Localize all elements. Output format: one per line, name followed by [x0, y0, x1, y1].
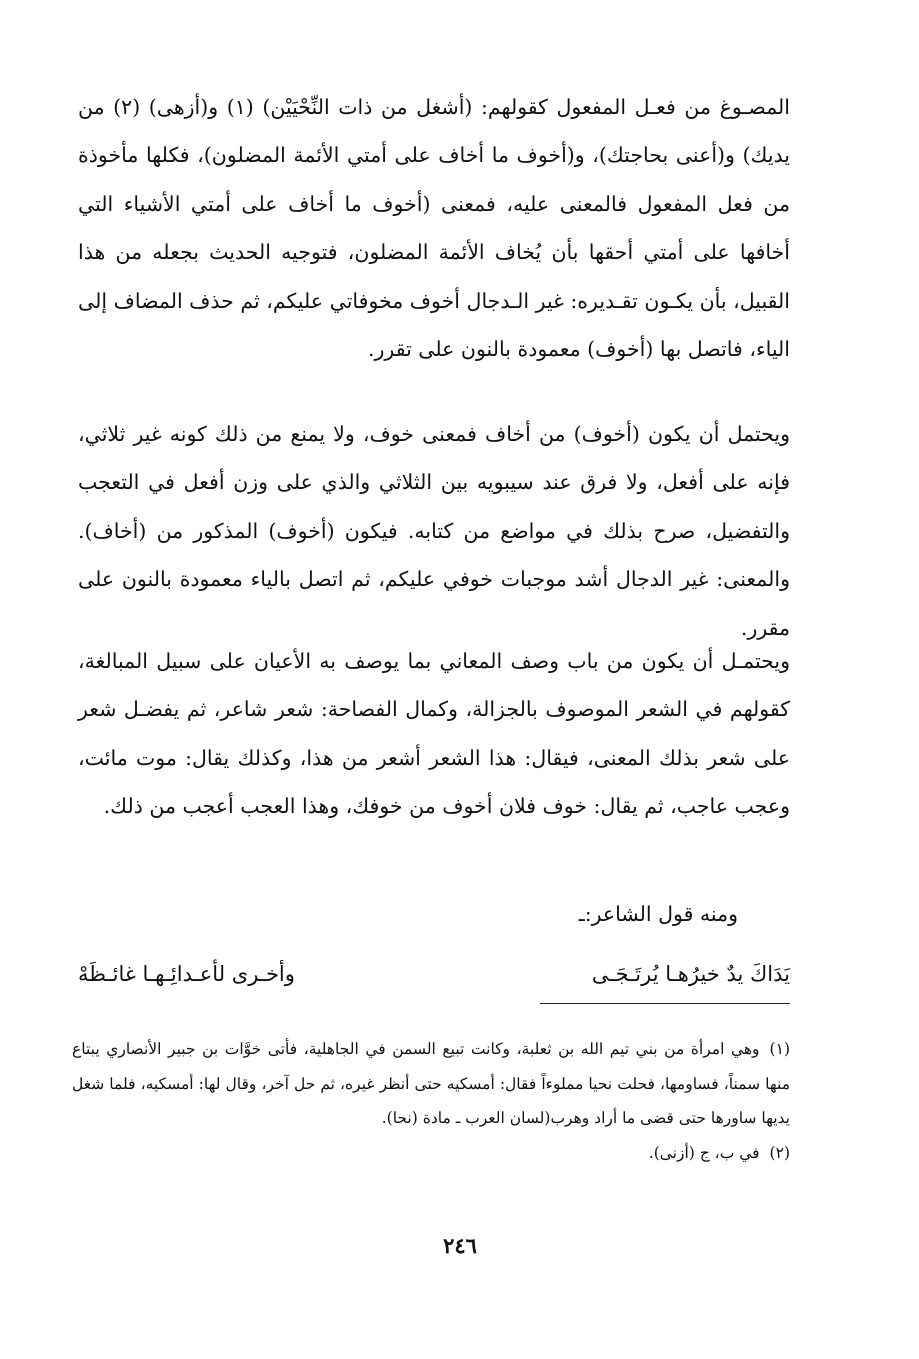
- footnote-number: (١): [769, 1040, 790, 1058]
- page-number: ٢٤٦: [443, 1233, 477, 1258]
- body-paragraph-3: ويحتمـل أن يكون من باب وصف المعاني بما يوصف به الأعيان على سبيل المبالغة، كقولهم في الشعر الموصوف بالجزالة، وكمال الفصاحة: شعر شاعر، ثم يفضـل شعر على شعر بذلك المعنى، فيقال: هذا الشعر أشعر من هذا، وكذلك يقال: موت مائت، وعجب عاجب، ثم يقال: خوف فلان أخوف من خوفك، وهذا العجب أعجب من ذلك.: [78, 649, 790, 819]
- footnote-separator: [540, 1003, 790, 1004]
- footnote-number: (٢): [769, 1143, 790, 1162]
- body-paragraph-2: ويحتمل أن يكون (أخوف) من أخاف فمعنى خوف، ولا يمنع من ذلك كونه غير ثلاثي، فإنه على أفعل، ولا فرق عند سيبويه بين الثلاثي والذي على وزن أفعل في التعجب والتفضيل، صرح بذلك في مواضع من كتابه. فيكون (أخوف) المذكور من (أخاف). والمعنى: غير الدجال أشد موجبات خوفي عليكم، ثم اتصل بالياء معمودة بالنون على مقرر.: [78, 422, 790, 640]
- footnote-text: وهي امرأة من بني تيم الله بن ثعلبة، وكانت تبيع السمن في الجاهلية، فأتى خوَّات بن جبير الأنصاري يبتاع منها سمناً، فساومها، فحلت نحيا مملوءاً فقال: أمسكيه حتى أنظر غيره، ثم حل آخر، وقال لها: أمسكيه، فلما شغل يديها ساورها حتى قضى ما أراد وهرب(لسان العرب ـ مادة (نحا).: [72, 1040, 790, 1127]
- footnotes: [72, 1032, 790, 1170]
- poem-intro: ومنه قول الشاعر:ـ: [578, 902, 738, 926]
- second-hemistich: وأخـرى لأعـدائِـهـا غائـظَهْ: [78, 962, 295, 986]
- footnote-2: [72, 1136, 790, 1171]
- footnote-text: في ب، ج (أزنى).: [648, 1143, 760, 1162]
- body-paragraph-1: المصـوغ من فعـل المفعول كقولهم: (أشغل من ذات النِّحْيَيْن) (١) و(أزهى) (٢) من يديك) و(أعنى بحاجتك)، و(أخوف ما أخاف على أمتي الأئمة المضلون)، فكلها مأخوذة من فعل المفعول فالمعنى عليه، فمعنى (أخوف ما أخاف على أمتي الأشياء التي أخافها على أمتي أحقها بأن يُخاف الأئمة المضلون، فتوجيه الحديث بجعله من هذا القبيل، بأن يكـون تقـديره: غير الـدجال أخوف مخوفاتي عليكم، ثم حذف المضاف إلى الياء، فاتصل بها (أخوف) معمودة بالنون على تقرر.: [78, 95, 790, 362]
- first-hemistich: يَدَاكَ يدٌ خيرُهـا يُرتَـجَـى: [591, 962, 790, 986]
- poem-verse: [78, 954, 790, 994]
- footnote-1: [72, 1032, 790, 1136]
